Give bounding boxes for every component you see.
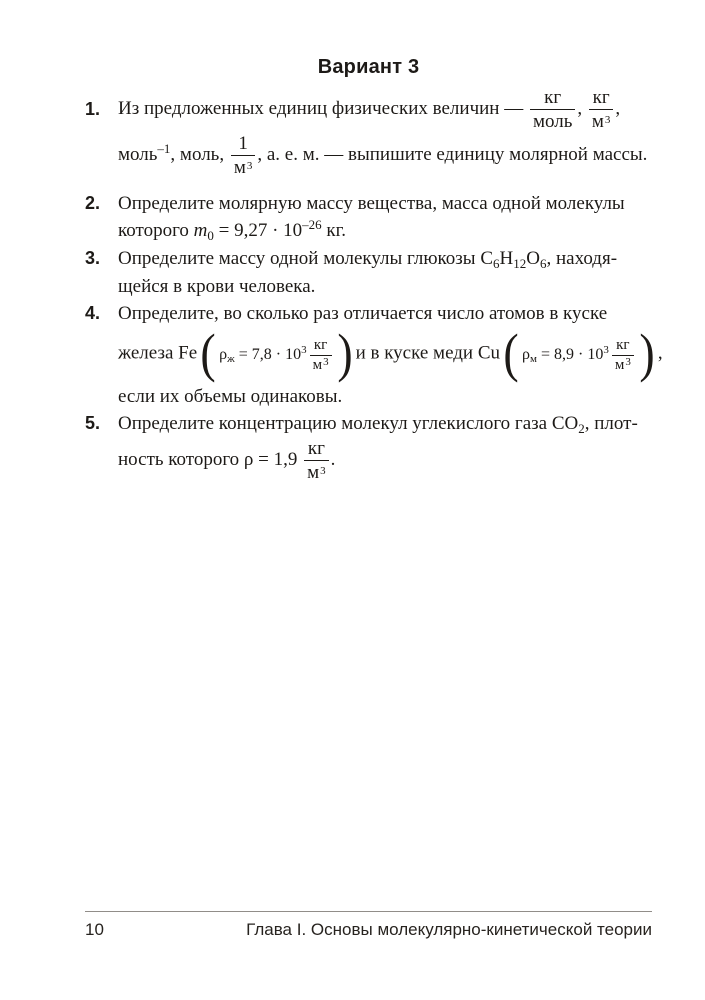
text-run: ,: [577, 98, 587, 120]
problem-2: [85, 190, 652, 245]
subscript: 6: [539, 256, 547, 272]
problem-1-line-2: [118, 133, 652, 179]
page-content: [85, 56, 663, 484]
fraction-numerator: 1: [231, 133, 256, 156]
text-run: Из предложенных единиц физических величин —: [118, 98, 528, 120]
problem-3: [85, 245, 652, 300]
fraction-numerator: кг: [304, 438, 329, 461]
subscript: 2: [578, 421, 585, 437]
problem-2-body: [118, 190, 652, 245]
fraction-denominator: моль: [532, 111, 573, 133]
fraction-denominator: [589, 110, 614, 132]
unit-base: м: [233, 156, 246, 178]
exponent: –1: [157, 140, 171, 156]
fraction-kg-per-m3-fe: [310, 337, 332, 374]
fraction-kg-per-m3-co2: [304, 438, 329, 484]
text-run: , находя-: [546, 248, 618, 270]
problem-3-line-1: [118, 245, 652, 273]
fraction-denominator: [231, 156, 256, 178]
text-run: , а. е. м. — выпишите единицу молярной массы.: [257, 143, 648, 165]
right-paren: ): [336, 323, 353, 384]
chemical-formula-glucose: [480, 248, 547, 272]
variant-title: Вариант 3: [317, 56, 420, 78]
unit-exponent: 3: [246, 159, 253, 172]
text-run: Определите массу одной молекулы глюкозы: [118, 248, 481, 270]
chapter-heading: Глава I. Основы молекулярно-кинетической теории: [246, 920, 652, 939]
subscript: 12: [513, 256, 527, 272]
unit-base: м: [591, 111, 604, 133]
left-paren: (: [200, 323, 216, 384]
text-run: и в куске меди Cu: [355, 342, 501, 364]
problem-5-number: 5.: [85, 413, 101, 434]
rho-symbol: ρ: [522, 345, 530, 363]
text-run: Определите концентрацию молекул углекислого газа CO: [118, 413, 579, 435]
text-run: = 9,27 · 10: [213, 220, 303, 242]
unit-base: м: [312, 356, 323, 373]
text-run: , моль,: [170, 143, 229, 165]
text-run: = 8,9 · 10: [536, 345, 604, 363]
fraction-1-per-m3: [231, 133, 256, 179]
problem-2-line-2: [118, 217, 652, 245]
problem-4-body: [118, 300, 663, 410]
fraction-numerator: кг: [530, 87, 575, 110]
fraction-denominator: [310, 356, 332, 374]
problem-1-line-1: [118, 87, 652, 133]
problem-1-number: 1.: [85, 99, 101, 119]
left-paren: (: [503, 323, 519, 384]
text-run: ,: [657, 342, 663, 364]
problem-3-line-2: щейся в крови человека.: [118, 276, 316, 298]
fraction-numerator: кг: [589, 87, 614, 110]
problem-4-line-3: если их объемы одинаковы.: [118, 386, 343, 408]
problem-3-number: 3.: [85, 248, 101, 269]
subscript: ж: [227, 352, 235, 365]
fraction-kg-per-m3: [589, 87, 614, 133]
fraction-denominator: [612, 356, 634, 374]
problem-5: [85, 410, 652, 484]
problem-5-line-2: [118, 438, 652, 484]
problem-1: [85, 87, 652, 178]
rho-symbol: ρ: [219, 345, 228, 363]
text-run: моль: [118, 143, 158, 165]
problem-2-line-1: Определите молярную массу вещества, масса одной молекулы: [118, 193, 625, 215]
problem-2-number: 2.: [85, 193, 101, 214]
text-run: .: [330, 449, 336, 471]
problem-4: [85, 300, 663, 410]
text-run: кг.: [321, 220, 347, 242]
element-h: H: [499, 248, 514, 270]
fraction-numerator: кг: [310, 337, 332, 356]
problem-4-line-2: [118, 323, 663, 384]
fraction-kg-per-mol: [530, 87, 575, 133]
unit-exponent: 3: [323, 355, 329, 368]
exponent: –26: [302, 217, 322, 233]
subscript: 0: [207, 228, 214, 244]
problem-5-line-1: [118, 410, 652, 438]
text-run: ность которого ρ = 1,9: [118, 449, 303, 471]
text-run: , плот-: [584, 413, 638, 435]
subscript: м: [530, 352, 537, 365]
variable-m: m: [193, 220, 208, 242]
density-formula-cu: [500, 323, 658, 384]
text-run: = 7,8 · 10: [234, 345, 302, 363]
right-paren: ): [639, 323, 655, 384]
fraction-denominator: [304, 461, 329, 483]
problem-4-line-1: Определите, во сколько раз отличается число атомов в куске: [118, 303, 608, 325]
text-run: которого: [118, 220, 194, 242]
exponent: 3: [603, 343, 609, 356]
footer-rule: [85, 911, 652, 912]
problem-4-number: 4.: [85, 303, 101, 324]
text-run: железа Fe: [118, 342, 198, 364]
element-o: O: [526, 248, 540, 270]
page-number: 10: [85, 920, 104, 939]
unit-base: м: [614, 356, 625, 373]
text-run: ,: [615, 98, 621, 120]
problem-3-body: [118, 245, 652, 300]
density-formula-fe: [197, 323, 355, 384]
element-c: C: [480, 248, 493, 270]
fraction-numerator: кг: [612, 337, 634, 356]
fraction-kg-per-m3-cu: [612, 337, 634, 374]
subscript: 6: [493, 256, 500, 272]
page-footer: [85, 920, 652, 940]
problem-5-body: [118, 410, 652, 484]
exponent: 3: [301, 343, 307, 356]
problem-1-body: [118, 87, 652, 178]
unit-base: м: [307, 462, 320, 484]
unit-exponent: 3: [625, 355, 631, 368]
unit-exponent: 3: [320, 465, 326, 478]
unit-exponent: 3: [604, 114, 611, 127]
